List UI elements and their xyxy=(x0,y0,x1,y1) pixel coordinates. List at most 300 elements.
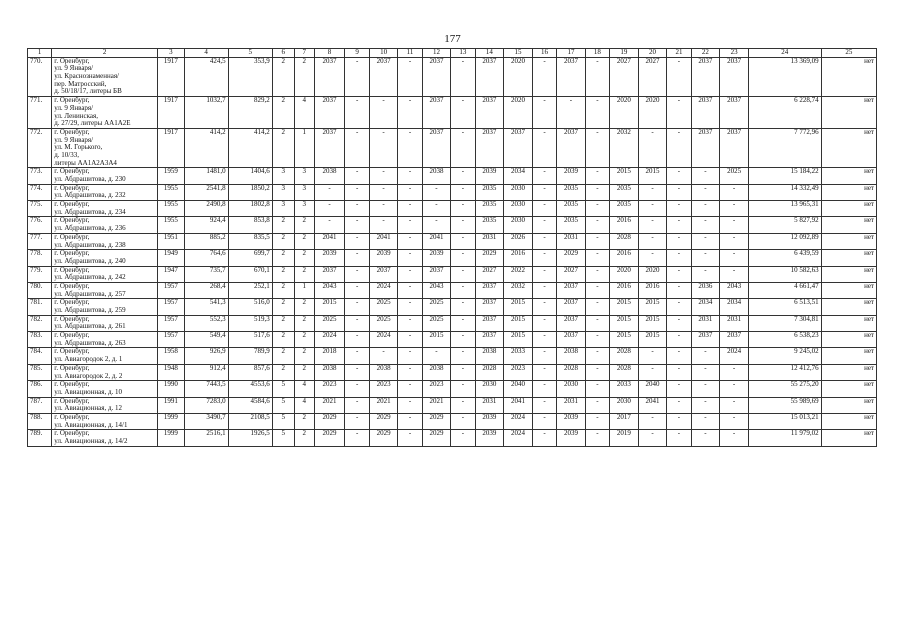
cell-c9: - xyxy=(345,266,369,282)
cell-e: 2 xyxy=(294,250,314,266)
cell-c21: - xyxy=(667,282,691,298)
table-row xyxy=(28,57,877,96)
cell-c9: - xyxy=(345,315,369,331)
cell-c16: - xyxy=(532,266,556,282)
cell-c23: - xyxy=(720,233,749,249)
address-cell xyxy=(52,128,158,167)
cell-c20: - xyxy=(638,184,667,200)
cell-year: 1949 xyxy=(158,250,184,266)
cell-c9: - xyxy=(345,397,369,413)
address-line: г. Оренбург, xyxy=(54,128,90,136)
cell-year: 1990 xyxy=(158,381,184,397)
cell-c16: - xyxy=(532,364,556,380)
row-number: 773. xyxy=(28,168,52,184)
cell-c10: 2041 xyxy=(369,233,398,249)
cell-cost: 6 538,23 xyxy=(748,332,821,348)
column-number-header: 8 xyxy=(314,49,345,58)
cell-c10: 2024 xyxy=(369,332,398,348)
cell-c19: 2020 xyxy=(610,97,639,129)
cell-a: 541,3 xyxy=(184,299,228,315)
cell-c22: 2036 xyxy=(691,282,720,298)
cell-c21: - xyxy=(667,381,691,397)
column-number-header: 6 xyxy=(272,49,294,58)
cell-cost: 55 989,69 xyxy=(748,397,821,413)
cell-c16: - xyxy=(532,315,556,331)
cell-c8: 2037 xyxy=(314,97,345,129)
table-row xyxy=(28,413,877,429)
cell-c20: - xyxy=(638,201,667,217)
address-cell xyxy=(52,233,158,249)
cell-c19: 2015 xyxy=(610,299,639,315)
cell-cost: 55 275,20 xyxy=(748,381,821,397)
cell-c12: 2015 xyxy=(422,332,451,348)
cell-b: 1926,5 xyxy=(228,430,272,446)
cell-c14: 2037 xyxy=(475,97,504,129)
cell-c19: 2028 xyxy=(610,364,639,380)
cell-cost: 15 184,22 xyxy=(748,168,821,184)
cell-c13: - xyxy=(451,282,475,298)
cell-c22: 2037 xyxy=(691,332,720,348)
address-line: г. Оренбург, xyxy=(54,315,90,323)
cell-c17: 2037 xyxy=(557,128,586,167)
cell-c14: 2029 xyxy=(475,250,504,266)
cell-c20: 2040 xyxy=(638,381,667,397)
column-number-header: 4 xyxy=(184,49,228,58)
cell-e: 2 xyxy=(294,217,314,233)
cell-c17: 2031 xyxy=(557,233,586,249)
cell-c9: - xyxy=(345,348,369,364)
cell-c9: - xyxy=(345,430,369,446)
cell-b: 252,1 xyxy=(228,282,272,298)
cell-cost: 9 245,02 xyxy=(748,348,821,364)
cell-c23: - xyxy=(720,184,749,200)
cell-f: 3 xyxy=(272,184,294,200)
address-cell xyxy=(52,250,158,266)
cell-b: 853,8 xyxy=(228,217,272,233)
cell-a: 268,4 xyxy=(184,282,228,298)
cell-c22: - xyxy=(691,348,720,364)
cell-c13: - xyxy=(451,233,475,249)
cell-c13: - xyxy=(451,348,475,364)
cell-f: 2 xyxy=(272,282,294,298)
address-line: г. Оренбург, xyxy=(54,331,90,340)
cell-flag: нет xyxy=(821,381,876,397)
cell-c21: - xyxy=(667,168,691,184)
column-number-row xyxy=(28,49,877,58)
column-number-header: 25 xyxy=(821,49,876,58)
cell-cost: 12 412,76 xyxy=(748,364,821,380)
address-line: ул. Абдрашитова, д. 242 xyxy=(54,273,126,282)
cell-e: 3 xyxy=(294,184,314,200)
address-line: ул. Абдрашитова, д. 263 xyxy=(54,338,126,347)
cell-c10: 2039 xyxy=(369,250,398,266)
row-number: 775. xyxy=(28,201,52,217)
cell-c11: - xyxy=(398,97,422,129)
address-line: ул. Авиационная, д. 12 xyxy=(54,404,123,413)
cell-year: 1955 xyxy=(158,184,184,200)
cell-c17: 2037 xyxy=(557,315,586,331)
row-number: 780. xyxy=(28,282,52,298)
row-number: 771. xyxy=(28,97,52,129)
table-row xyxy=(28,250,877,266)
cell-flag: нет xyxy=(821,413,876,429)
column-number-header: 18 xyxy=(585,49,609,58)
cell-e: 2 xyxy=(294,315,314,331)
column-number-header: 20 xyxy=(638,49,667,58)
cell-c11: - xyxy=(398,250,422,266)
cell-c11: - xyxy=(398,282,422,298)
cell-year: 1957 xyxy=(158,282,184,298)
column-number-header: 23 xyxy=(720,49,749,58)
cell-c14: 2039 xyxy=(475,430,504,446)
column-number-header: 19 xyxy=(610,49,639,58)
row-number: 781. xyxy=(28,299,52,315)
cell-c11: - xyxy=(398,57,422,96)
cell-c14: 2030 xyxy=(475,381,504,397)
address-line: г. Оренбург, xyxy=(54,216,90,225)
column-number-header: 14 xyxy=(475,49,504,58)
cell-c22: 2037 xyxy=(691,128,720,167)
cell-c19: 2028 xyxy=(610,233,639,249)
cell-c15: 2016 xyxy=(504,250,533,266)
cell-c8: 2015 xyxy=(314,299,345,315)
cell-flag: нет xyxy=(821,332,876,348)
cell-year: 1955 xyxy=(158,217,184,233)
cell-c20: - xyxy=(638,413,667,429)
address-line: г. Оренбург, xyxy=(54,167,90,176)
cell-c15: 2030 xyxy=(504,184,533,200)
cell-c15: 2040 xyxy=(504,381,533,397)
cell-c14: 2038 xyxy=(475,348,504,364)
cell-c17: 2037 xyxy=(557,57,586,96)
cell-c12: 2029 xyxy=(422,413,451,429)
cell-c10: 2025 xyxy=(369,299,398,315)
cell-c9: - xyxy=(345,217,369,233)
cell-c15: 2030 xyxy=(504,217,533,233)
cell-c8: 2043 xyxy=(314,282,345,298)
cell-c10: 2038 xyxy=(369,364,398,380)
cell-cost: 15 013,21 xyxy=(748,413,821,429)
cell-c22: - xyxy=(691,266,720,282)
cell-c17: - xyxy=(557,97,586,129)
cell-flag: нет xyxy=(821,168,876,184)
cell-a: 735,7 xyxy=(184,266,228,282)
table-row xyxy=(28,184,877,200)
cell-c8: - xyxy=(314,217,345,233)
address-cell xyxy=(52,217,158,233)
cell-a: 924,4 xyxy=(184,217,228,233)
cell-b: 857,6 xyxy=(228,364,272,380)
cell-c18: - xyxy=(585,299,609,315)
table-row xyxy=(28,381,877,397)
cell-f: 2 xyxy=(272,128,294,167)
cell-c21: - xyxy=(667,299,691,315)
cell-c18: - xyxy=(585,413,609,429)
cell-c14: 2028 xyxy=(475,364,504,380)
cell-c17: 2029 xyxy=(557,250,586,266)
address-cell xyxy=(52,348,158,364)
cell-b: 1404,6 xyxy=(228,168,272,184)
cell-c11: - xyxy=(398,430,422,446)
cell-c8: 2029 xyxy=(314,430,345,446)
cell-c15: 2023 xyxy=(504,364,533,380)
cell-flag: нет xyxy=(821,315,876,331)
column-number-header: 5 xyxy=(228,49,272,58)
cell-c9: - xyxy=(345,282,369,298)
address-line: ул. Абдрашитова, д. 236 xyxy=(54,224,126,233)
cell-c19: 2015 xyxy=(610,168,639,184)
cell-c8: 2038 xyxy=(314,364,345,380)
cell-b: 1850,2 xyxy=(228,184,272,200)
cell-flag: нет xyxy=(821,217,876,233)
cell-c18: - xyxy=(585,332,609,348)
cell-c10: 2029 xyxy=(369,430,398,446)
cell-c11: - xyxy=(398,413,422,429)
cell-f: 5 xyxy=(272,381,294,397)
table-row xyxy=(28,397,877,413)
cell-year: 1947 xyxy=(158,266,184,282)
cell-year: 1999 xyxy=(158,413,184,429)
cell-a: 1032,7 xyxy=(184,97,228,129)
cell-e: 3 xyxy=(294,201,314,217)
cell-c17: 2031 xyxy=(557,397,586,413)
cell-c9: - xyxy=(345,413,369,429)
cell-c13: - xyxy=(451,381,475,397)
address-line: ул. Абдрашитова, д. 238 xyxy=(54,240,126,249)
cell-c8: 2038 xyxy=(314,168,345,184)
cell-c15: 2020 xyxy=(504,97,533,129)
address-line: г. Оренбург, xyxy=(54,200,90,209)
cell-a: 2541,8 xyxy=(184,184,228,200)
cell-c16: - xyxy=(532,233,556,249)
cell-c23: - xyxy=(720,201,749,217)
table-row xyxy=(28,282,877,298)
cell-c8: 2023 xyxy=(314,381,345,397)
cell-year: 1957 xyxy=(158,299,184,315)
cell-a: 7443,5 xyxy=(184,381,228,397)
cell-e: 4 xyxy=(294,397,314,413)
cell-c22: - xyxy=(691,381,720,397)
cell-c11: - xyxy=(398,184,422,200)
cell-c11: - xyxy=(398,233,422,249)
cell-c19: 2016 xyxy=(610,282,639,298)
cell-c23: 2034 xyxy=(720,299,749,315)
cell-year: 1917 xyxy=(158,128,184,167)
cell-c13: - xyxy=(451,168,475,184)
cell-c20: 2020 xyxy=(638,266,667,282)
cell-f: 2 xyxy=(272,250,294,266)
cell-c16: - xyxy=(532,128,556,167)
row-number: 787. xyxy=(28,397,52,413)
cell-c14: 2035 xyxy=(475,201,504,217)
address-cell xyxy=(52,57,158,96)
cell-e: 2 xyxy=(294,233,314,249)
table-row xyxy=(28,233,877,249)
cell-c20: 2015 xyxy=(638,299,667,315)
cell-e: 2 xyxy=(294,364,314,380)
cell-e: 2 xyxy=(294,332,314,348)
cell-c8: - xyxy=(314,201,345,217)
cell-c15: 2022 xyxy=(504,266,533,282)
cell-c22: - xyxy=(691,430,720,446)
row-number: 789. xyxy=(28,430,52,446)
cell-e: 4 xyxy=(294,381,314,397)
cell-c11: - xyxy=(398,168,422,184)
cell-c18: - xyxy=(585,381,609,397)
column-number-header: 10 xyxy=(369,49,398,58)
address-cell xyxy=(52,184,158,200)
cell-c21: - xyxy=(667,348,691,364)
cell-b: 516,0 xyxy=(228,299,272,315)
cell-a: 549,4 xyxy=(184,332,228,348)
cell-c16: - xyxy=(532,413,556,429)
cell-c14: 2035 xyxy=(475,217,504,233)
cell-c12: 2037 xyxy=(422,97,451,129)
cell-c8: - xyxy=(314,184,345,200)
cell-c18: - xyxy=(585,348,609,364)
cell-c19: 2030 xyxy=(610,397,639,413)
address-line: ул. Авиагородок 2, д. 2 xyxy=(54,371,123,380)
cell-flag: нет xyxy=(821,299,876,315)
cell-c11: - xyxy=(398,299,422,315)
column-number-header: 12 xyxy=(422,49,451,58)
cell-c9: - xyxy=(345,299,369,315)
cell-c9: - xyxy=(345,184,369,200)
cell-c23: 2037 xyxy=(720,97,749,129)
cell-f: 2 xyxy=(272,348,294,364)
row-number: 788. xyxy=(28,413,52,429)
cell-f: 2 xyxy=(272,217,294,233)
cell-c22: - xyxy=(691,397,720,413)
cell-flag: нет xyxy=(821,282,876,298)
row-number: 777. xyxy=(28,233,52,249)
cell-a: 2490,8 xyxy=(184,201,228,217)
cell-c16: - xyxy=(532,430,556,446)
cell-year: 1959 xyxy=(158,168,184,184)
cell-c15: 2015 xyxy=(504,332,533,348)
address-cell xyxy=(52,397,158,413)
cell-c10: - xyxy=(369,348,398,364)
cell-c12: 2037 xyxy=(422,266,451,282)
cell-c8: 2029 xyxy=(314,413,345,429)
cell-c18: - xyxy=(585,233,609,249)
cell-a: 926,9 xyxy=(184,348,228,364)
cell-c10: 2037 xyxy=(369,266,398,282)
address-cell xyxy=(52,201,158,217)
cell-c14: 2031 xyxy=(475,397,504,413)
cell-c12: 2029 xyxy=(422,430,451,446)
row-number: 772. xyxy=(28,128,52,167)
cell-c13: - xyxy=(451,397,475,413)
address-line: ул. Авиационная, д. 14/1 xyxy=(54,420,128,429)
cell-c12: 2037 xyxy=(422,57,451,96)
cell-c15: 2030 xyxy=(504,201,533,217)
cell-c9: - xyxy=(345,168,369,184)
cell-c14: 2037 xyxy=(475,282,504,298)
cell-c19: 2033 xyxy=(610,381,639,397)
cell-c21: - xyxy=(667,430,691,446)
column-number-header: 11 xyxy=(398,49,422,58)
cell-c9: - xyxy=(345,250,369,266)
cell-c11: - xyxy=(398,128,422,167)
cell-c19: 2017 xyxy=(610,413,639,429)
cell-year: 1917 xyxy=(158,97,184,129)
cell-c18: - xyxy=(585,97,609,129)
cell-c8: 2039 xyxy=(314,250,345,266)
cell-c12: 2039 xyxy=(422,250,451,266)
cell-e: 3 xyxy=(294,168,314,184)
cell-flag: нет xyxy=(821,184,876,200)
column-number-header: 9 xyxy=(345,49,369,58)
address-line: г. Оренбург, xyxy=(54,298,90,307)
cell-c13: - xyxy=(451,266,475,282)
cell-year: 1958 xyxy=(158,348,184,364)
address-line: пер. Матросский, xyxy=(54,79,107,88)
cell-e: 2 xyxy=(294,266,314,282)
address-line: ул. Абдрашитова, д. 259 xyxy=(54,306,126,314)
cell-c22: - xyxy=(691,413,720,429)
cell-c21: - xyxy=(667,201,691,217)
table-row xyxy=(28,128,877,167)
cell-c13: - xyxy=(451,184,475,200)
cell-c23: 2024 xyxy=(720,348,749,364)
column-number-header: 7 xyxy=(294,49,314,58)
cell-c15: 2015 xyxy=(504,315,533,331)
cell-c8: 2037 xyxy=(314,128,345,167)
cell-c21: - xyxy=(667,57,691,96)
cell-cost: 5 827,92 xyxy=(748,217,821,233)
address-line: ул. 9 Января/ xyxy=(54,103,94,112)
cell-c16: - xyxy=(532,282,556,298)
cell-f: 2 xyxy=(272,266,294,282)
table-row xyxy=(28,168,877,184)
cell-c13: - xyxy=(451,430,475,446)
address-line: г. Оренбург, xyxy=(54,413,90,421)
row-number: 779. xyxy=(28,266,52,282)
cell-c21: - xyxy=(667,315,691,331)
address-line: д. 10/33, xyxy=(54,150,80,159)
address-line: ул. Абдрашитова, д. 257 xyxy=(54,289,126,298)
table-row xyxy=(28,266,877,282)
cell-c10: 2029 xyxy=(369,413,398,429)
address-line: ул. Абдрашитова, д. 261 xyxy=(54,322,126,331)
cell-c17: 2035 xyxy=(557,184,586,200)
address-line: г. Оренбург, xyxy=(54,233,90,241)
address-line: ул. Абдрашитова, д. 240 xyxy=(54,256,126,265)
cell-c12: 2038 xyxy=(422,168,451,184)
cell-flag: нет xyxy=(821,430,876,446)
cell-c8: 2025 xyxy=(314,315,345,331)
cell-c16: - xyxy=(532,57,556,96)
cell-c14: 2027 xyxy=(475,266,504,282)
cell-c14: 2037 xyxy=(475,57,504,96)
address-line: г. Оренбург, xyxy=(54,96,90,105)
address-line: ул. Ленинская, xyxy=(54,111,98,120)
cell-cost: 11 979,02 xyxy=(748,430,821,446)
cell-c15: 2020 xyxy=(504,57,533,96)
cell-c20: 2015 xyxy=(638,332,667,348)
cell-c19: 2035 xyxy=(610,201,639,217)
cell-b: 699,7 xyxy=(228,250,272,266)
cell-c10: - xyxy=(369,128,398,167)
column-number-header: 3 xyxy=(158,49,184,58)
cell-c14: 2031 xyxy=(475,233,504,249)
column-number-header: 16 xyxy=(532,49,556,58)
cell-c19: 2035 xyxy=(610,184,639,200)
cell-c20: 2015 xyxy=(638,168,667,184)
cell-a: 3490,7 xyxy=(184,413,228,429)
cell-c17: 2038 xyxy=(557,348,586,364)
